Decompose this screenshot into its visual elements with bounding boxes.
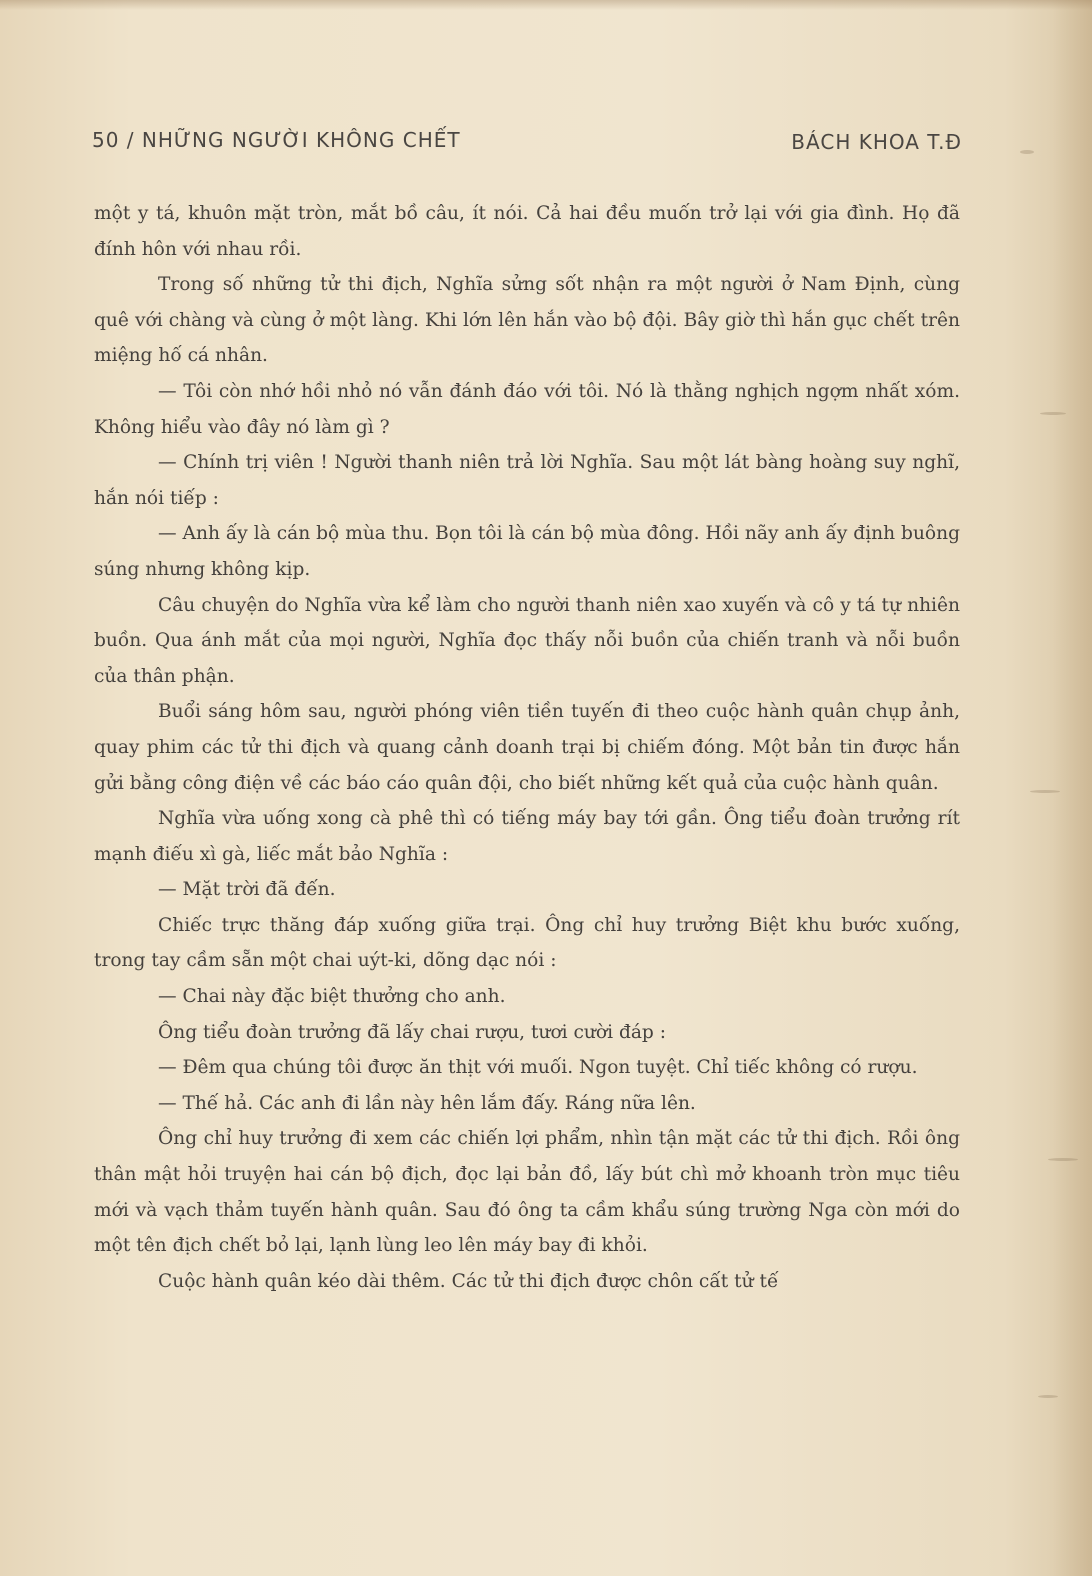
running-header	[92, 128, 962, 162]
paragraph: — Chai này đặc biệt thưởng cho anh.	[158, 986, 506, 1008]
paragraph: Trong số những tử thi địch, Nghĩa sửng sốt nhận ra một người ở Nam Định, cùng quê với chàng và cùng ở một làng. Khi lớn lên hắn vào bộ đội. Bây giờ thì hắn gục chết trên miệng hố cá nhân.	[94, 274, 960, 367]
paragraph: — Anh ấy là cán bộ mùa thu. Bọn tôi là cán bộ mùa đông. Hồi nãy anh ấy định buông súng nhưng không kịp.	[94, 523, 960, 580]
paragraph: — Đêm qua chúng tôi được ăn thịt với muối. Ngon tuyệt. Chỉ tiếc không có rượu.	[158, 1057, 918, 1079]
page-right-shadow	[1052, 0, 1092, 1576]
paragraph: Ông chỉ huy trưởng đi xem các chiến lợi phẩm, nhìn tận mặt các tử thi địch. Rồi ông thân mật hỏi truyện hai cán bộ địch, đọc lại bản đồ, lấy bút chì mở khoanh tròn mục tiêu mới và vạch thảm tuyến hành quân. Sau đó ông ta cầm khẩu súng trường Nga còn mới do một tên địch chết bỏ lại, lạnh lùng leo lên máy bay đi khỏi.	[94, 1128, 960, 1257]
paragraph: — Thế hả. Các anh đi lần này hên lắm đấy. Ráng nữa lên.	[158, 1092, 696, 1114]
paragraph: Nghĩa vừa uống xong cà phê thì có tiếng máy bay tới gần. Ông tiểu đoàn trưởng rít mạnh điếu xì gà, liếc mắt bảo Nghĩa :	[94, 808, 960, 865]
paper-spot	[1040, 412, 1066, 415]
paragraph: một y tá, khuôn mặt tròn, mắt bồ câu, ít nói. Cả hai đều muốn trở lại với gia đình. Họ đã đính hôn với nhau rồi.	[94, 203, 960, 260]
paragraph: Ông tiểu đoàn trưởng đã lấy chai rượu, tươi cười đáp :	[158, 1021, 667, 1043]
paragraph: — Chính trị viên ! Người thanh niên trả lời Nghĩa. Sau một lát bàng hoàng suy nghĩ, hắn nói tiếp :	[94, 452, 960, 509]
page-top-shadow	[0, 0, 1092, 10]
paragraph: Chiếc trực thăng đáp xuống giữa trại. Ông chỉ huy trưởng Biệt khu bước xuống, trong tay cầm sẵn một chai uýt-ki, dõng dạc nói :	[94, 914, 960, 972]
paper-spot	[1030, 790, 1060, 793]
paper-spot	[1038, 1395, 1058, 1398]
paper-spot	[1020, 150, 1034, 154]
body-text	[94, 196, 960, 1299]
paragraph: Cuộc hành quân kéo dài thêm. Các tử thi địch được chôn cất tử tế	[158, 1270, 779, 1292]
paragraph: — Tôi còn nhớ hồi nhỏ nó vẫn đánh đáo với tôi. Nó là thằng nghịch ngợm nhất xóm. Không hiểu vào đây nó làm gì ?	[94, 380, 960, 438]
paragraph: Buổi sáng hôm sau, người phóng viên tiền tuyến đi theo cuộc hành quân chụp ảnh, quay phim các tử thi địch và quang cảnh doanh trại bị chiếm đóng. Một bản tin được hắn gửi bằng công điện về các báo cáo quân đội, cho biết những kết quả của cuộc hành quân.	[94, 701, 960, 794]
paragraph: — Mặt trời đã đến.	[158, 879, 336, 901]
paragraph: Câu chuyện do Nghĩa vừa kể làm cho người thanh niên xao xuyến và cô y tá tự nhiên buồn. Qua ánh mắt của mọi người, Nghĩa đọc thấy nỗi buồn của chiến tranh và nỗi buồn của thân phận.	[94, 594, 960, 687]
paper-spot	[1048, 1158, 1078, 1161]
header-publication: BÁCH KHOA T.Đ	[791, 130, 962, 154]
header-page-and-title: 50 / NHỮNG NGƯỜI KHÔNG CHẾT	[92, 128, 461, 152]
